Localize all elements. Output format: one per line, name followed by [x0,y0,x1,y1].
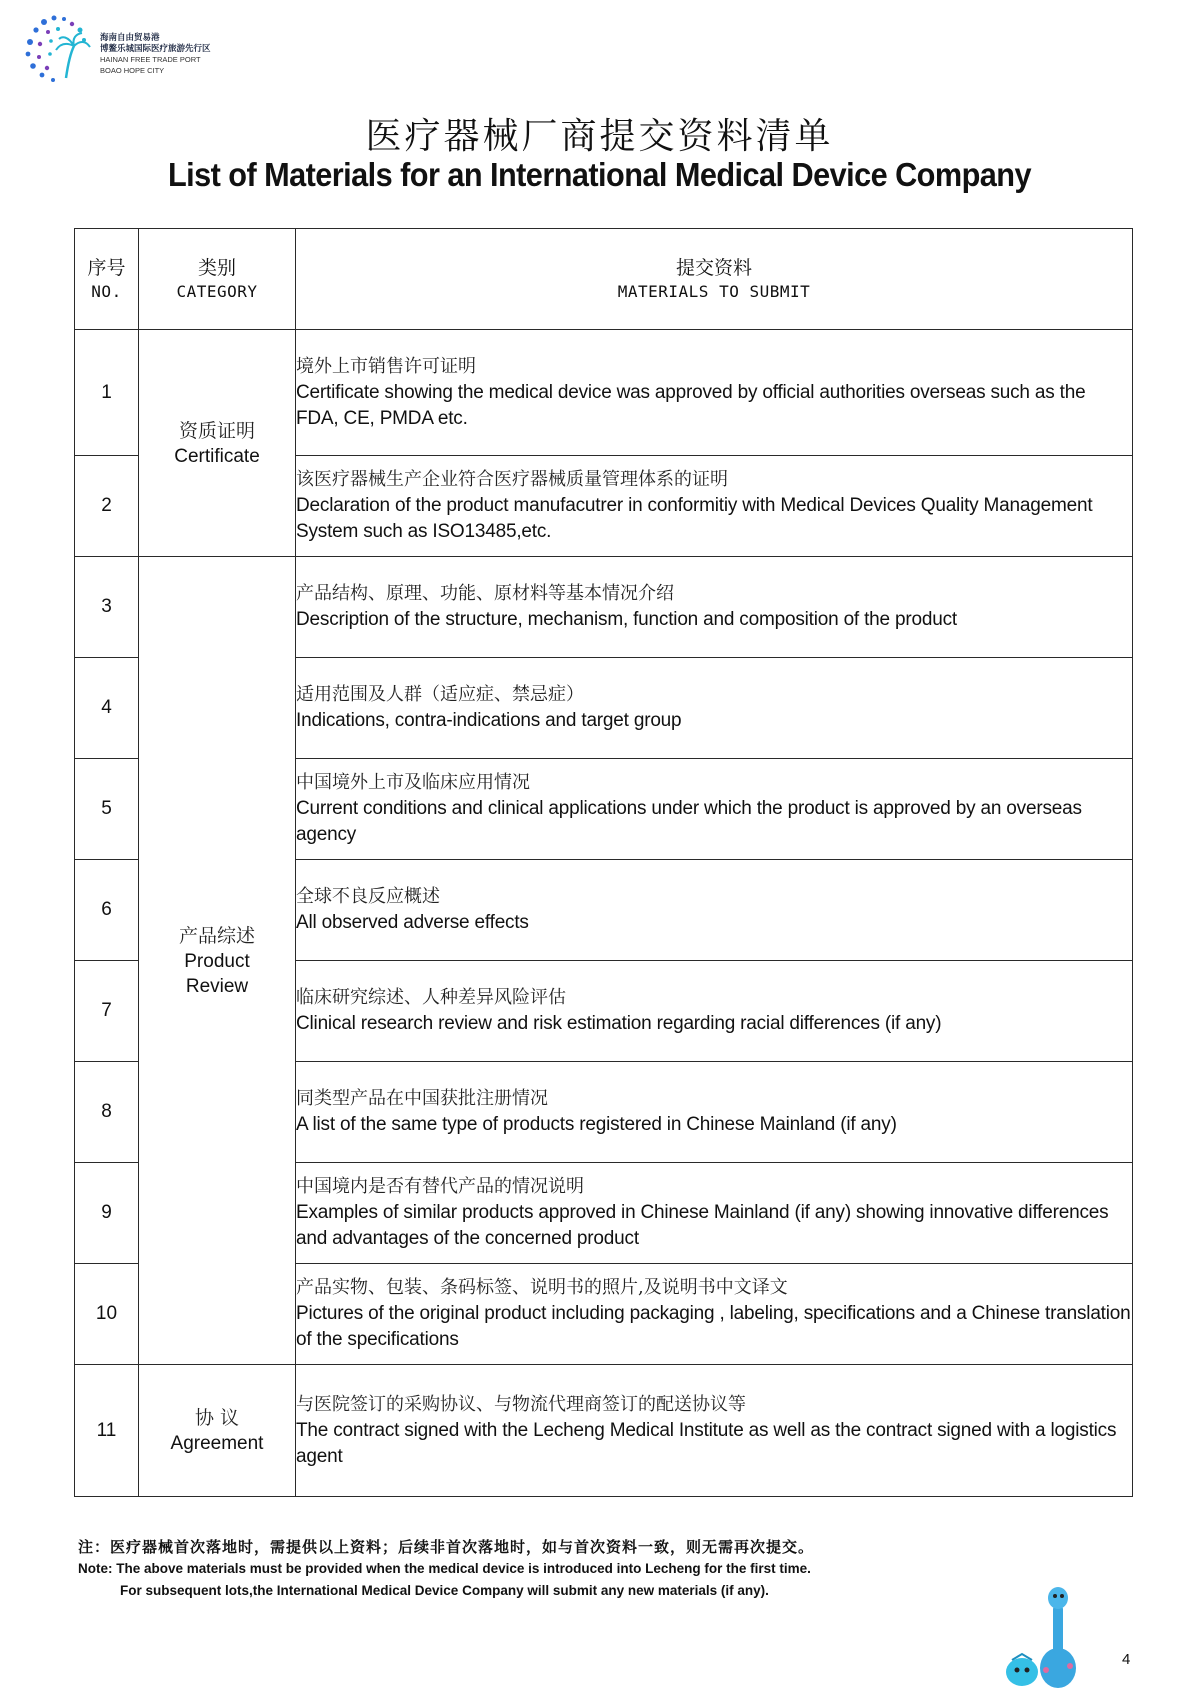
page-title-cn: 医疗器械厂商提交资料清单 [365,116,834,157]
table-row [75,330,1133,456]
header-no-cn: 序号 [87,257,126,279]
material-en: The contract signed with the Lecheng Medical Institute as well as the contract signed with a logistics agent [296,1419,1117,1467]
category-cn: 协 议 [194,1407,240,1429]
material-cn: 中国境内是否有替代产品的情况说明 [296,1176,584,1197]
material-en: Current conditions and clinical applications under which the product is approved by an overseas agency [296,798,1082,845]
material-cell [296,1365,1133,1497]
note-en-line1: Note: The above materials must be provided when the medical device is introduced into Lecheng for the first time. [78,1561,811,1576]
row-number: 6 [75,860,139,961]
category-cn: 产品综述 [178,924,255,947]
logo-en-line2: BOAO HOPE CITY [100,66,165,75]
row-number: 8 [75,1062,139,1163]
material-cn: 中国境外上市及临床应用情况 [296,772,530,793]
header-category [139,229,296,330]
material-en: Examples of similar products approved in Chinese Mainland (if any) showing innovative differences and advantages of the concerned product [296,1202,1109,1249]
material-en: Declaration of the product manufacutrer in conformitiy with Medical Devices Quality Management System such as ISO13485,etc. [296,495,1093,542]
material-cell [296,658,1133,759]
material-cn: 境外上市销售许可证明 [296,355,476,377]
row-number: 3 [75,557,139,658]
material-en: Clinical research review and risk estimation regarding racial differences (if any) [296,1013,942,1034]
row-number: 1 [75,330,139,456]
mascot-illustration [1000,1580,1100,1690]
material-cell [296,961,1133,1062]
material-cn: 该医疗器械生产企业符合医疗器械质量管理体系的证明 [296,469,728,490]
material-en: Certificate showing the medical device was approved by official authorities overseas such as the FDA, CE, PMDA etc. [296,381,1086,429]
material-cell [296,456,1133,557]
row-number: 7 [75,961,139,1062]
category-agreement [139,1365,296,1497]
header-no [75,229,139,330]
material-cell [296,330,1133,456]
material-cell [296,759,1133,860]
page-number: 4 [1122,1651,1131,1668]
material-cn: 产品结构、原理、功能、原材料等基本情况介绍 [296,583,674,604]
logo-en-line1: HAINAN FREE TRADE PORT [100,55,201,64]
material-cell [296,1163,1133,1264]
logo-cn-line1: 海南自由贸易港 [100,32,160,42]
row-number: 9 [75,1163,139,1264]
category-product-review [139,557,296,1365]
materials-table [74,228,1133,1497]
material-en: Description of the structure, mechanism, function and composition of the product [296,609,957,630]
material-en: A list of the same type of products registered in Chinese Mainland (if any) [296,1114,897,1135]
header-category-cn: 类别 [197,257,236,279]
category-en-line1: Product [184,950,250,972]
note-en-line2: For subsequent lots,the International Medical Device Company will submit any new materials (if any). [120,1583,769,1598]
logo [22,14,242,86]
logo-dots-icon [22,14,98,84]
row-number: 4 [75,658,139,759]
material-en: All observed adverse effects [296,912,529,933]
row-number: 2 [75,456,139,557]
material-cell [296,860,1133,961]
table-row [75,1365,1133,1497]
material-cn: 与医院签订的采购协议、与物流代理商签订的配送协议等 [296,1393,746,1415]
row-number: 10 [75,1264,139,1365]
category-en: Certificate [174,445,260,467]
page-title-en: List of Materials for an International Medical Device Company [167,156,1032,193]
header-materials-en: MATERIALS TO SUBMIT [617,282,811,301]
material-en: Indications, contra-indications and target group [296,710,682,731]
category-certificate [139,330,296,557]
material-cn: 产品实物、包装、条码标签、说明书的照片,及说明书中文译文 [296,1277,788,1298]
category-en: Agreement [170,1433,264,1454]
header-materials-cn: 提交资料 [675,257,752,279]
material-cell [296,557,1133,658]
material-cell [296,1264,1133,1365]
table-header-row [75,229,1133,330]
header-category-en: CATEGORY [176,282,258,301]
material-cn: 适用范围及人群（适应症、禁忌症） [296,684,584,705]
material-cn: 全球不良反应概述 [296,886,440,907]
mascot-icon [1000,1580,1100,1690]
footnote [78,1536,1138,1602]
table-row [75,557,1133,658]
material-cell [296,1062,1133,1163]
note-cn: 注：医疗器械首次落地时，需提供以上资料；后续非首次落地时，如与首次资料一致，则无需再次提交。 [78,1538,815,1556]
material-cn: 同类型产品在中国获批注册情况 [296,1088,548,1109]
row-number: 11 [75,1365,139,1497]
header-no-en: NO. [91,282,122,301]
header-materials [296,229,1133,330]
material-cn: 临床研究综述、人种差异风险评估 [296,987,566,1008]
row-number: 5 [75,759,139,860]
category-en-line2: Review [185,975,249,997]
logo-cn-line2: 博鳌乐城国际医疗旅游先行区 [100,43,211,53]
category-cn: 资质证明 [178,419,255,442]
material-en: Pictures of the original product including packaging , labeling, specifications and a Chinese translation of the specifications [296,1303,1131,1350]
